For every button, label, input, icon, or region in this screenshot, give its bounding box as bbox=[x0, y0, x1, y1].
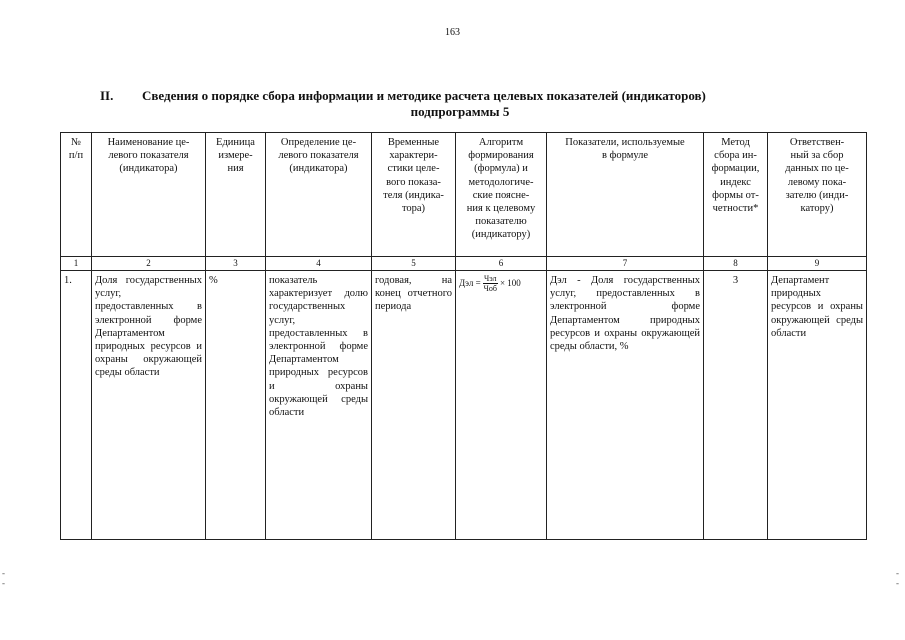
formula-lhs: Дэл = bbox=[459, 277, 481, 288]
header-line: данных по це- bbox=[785, 163, 849, 175]
header-line: характери- bbox=[389, 150, 438, 162]
header-line: ские поясне- bbox=[472, 189, 530, 201]
header-line: четности* bbox=[712, 203, 759, 215]
header-line: методологиче- bbox=[468, 176, 534, 188]
header-line: левого показателя bbox=[278, 150, 359, 162]
column-number-row bbox=[61, 257, 867, 271]
header-line: формации, bbox=[711, 163, 760, 175]
header-cell-params bbox=[547, 133, 704, 257]
header-line: ния bbox=[227, 163, 244, 175]
margin-mark-right: - bbox=[896, 578, 899, 588]
header-line: Алгоритм bbox=[478, 137, 524, 148]
indicator-responsible: Департамент природных ресурсов и охраны окружающей среды области bbox=[768, 271, 867, 540]
column-number: 7 bbox=[547, 257, 704, 271]
formula-rhs: × 100 bbox=[499, 277, 521, 288]
column-number: 9 bbox=[768, 257, 867, 271]
column-number: 8 bbox=[704, 257, 768, 271]
header-line: тора) bbox=[401, 203, 426, 215]
header-cell-name bbox=[92, 133, 206, 257]
indicator-method: 3 bbox=[704, 271, 768, 540]
header-cell-num bbox=[61, 133, 92, 257]
indicator-params: Дэл - Доля государственных услуг, предоставленных в электронной форме Департаментом природных ресурсов и охраны окружающей среды области, % bbox=[547, 271, 704, 540]
margin-mark-left: - bbox=[2, 568, 5, 578]
header-line: формирования bbox=[468, 150, 534, 162]
row-number: 1. bbox=[61, 271, 92, 540]
header-line: Определение це- bbox=[280, 137, 357, 148]
page-number: 163 bbox=[445, 27, 460, 38]
header-line: Метод bbox=[721, 137, 750, 148]
header-line: стики целе- bbox=[387, 163, 440, 175]
formula bbox=[459, 274, 543, 293]
column-number: 6 bbox=[456, 257, 547, 271]
section-number: II. bbox=[100, 88, 114, 103]
header-cell-definition bbox=[266, 133, 372, 257]
header-line: Единица bbox=[216, 137, 255, 148]
header-line: зателю (инди- bbox=[785, 189, 849, 201]
header-line: ния к целевому bbox=[466, 203, 536, 215]
header-line: Наименование це- bbox=[107, 137, 190, 148]
header-line: измере- bbox=[218, 150, 253, 162]
header-line: левому пока- bbox=[787, 176, 847, 188]
column-number: 5 bbox=[372, 257, 456, 271]
header-line: Показатели, используемые bbox=[565, 137, 685, 148]
header-cell-unit bbox=[206, 133, 266, 257]
header-line: (формула) и bbox=[474, 163, 528, 175]
header-line: индекс bbox=[720, 176, 751, 188]
header-line: формы от- bbox=[712, 189, 759, 201]
column-number: 3 bbox=[206, 257, 266, 271]
header-cell-formula bbox=[456, 133, 547, 257]
indicators-table bbox=[60, 132, 867, 540]
header-line: (индикатора) bbox=[119, 163, 178, 175]
header-cell-time bbox=[372, 133, 456, 257]
column-number: 4 bbox=[266, 257, 372, 271]
header-cell-method bbox=[704, 133, 768, 257]
header-line: показателю bbox=[475, 216, 527, 228]
header-line: (индикатора) bbox=[289, 163, 348, 175]
indicator-name: Доля государственных услуг, предоставленных в электронной форме Департаментом природных ресурсов и охраны окружающей среды области bbox=[92, 271, 206, 540]
margin-mark-left: - bbox=[2, 578, 5, 588]
formula-fraction bbox=[483, 274, 498, 293]
header-line: п/п bbox=[68, 150, 84, 162]
indicator-formula bbox=[456, 271, 547, 540]
header-row bbox=[61, 133, 867, 257]
header-line: ный за сбор bbox=[790, 150, 844, 162]
section-title bbox=[100, 88, 820, 120]
header-line: в формуле bbox=[601, 150, 649, 162]
title-line-1: Сведения о порядке сбора информации и методике расчета целевых показателей (индикаторов) bbox=[142, 88, 706, 103]
header-line: Ответствен- bbox=[789, 137, 845, 148]
header-line: вого показа- bbox=[386, 176, 441, 188]
header-cell-responsible bbox=[768, 133, 867, 257]
margin-mark-right: - bbox=[896, 568, 899, 578]
table-row bbox=[61, 271, 867, 540]
formula-numerator: Чэл bbox=[484, 274, 497, 283]
header-line: левого показателя bbox=[108, 150, 189, 162]
indicator-definition: показатель характеризует долю государственных услуг, предоставленных в электронной форме Департаментом природных ресурсов и охраны окружающей среды области bbox=[266, 271, 372, 540]
header-line: катору) bbox=[800, 203, 834, 215]
formula-denominator: Чоб bbox=[483, 284, 497, 293]
header-line: № bbox=[70, 137, 82, 148]
header-line: (индикатору) bbox=[471, 229, 531, 241]
column-number: 1 bbox=[61, 257, 92, 271]
column-number: 2 bbox=[92, 257, 206, 271]
indicator-time: годовая, на конец отчетного периода bbox=[372, 271, 456, 540]
header-line: теля (индика- bbox=[383, 189, 444, 201]
indicator-unit: % bbox=[206, 271, 266, 540]
header-line: сбора ин- bbox=[714, 150, 757, 162]
title-line-2: подпрограммы 5 bbox=[410, 104, 510, 119]
header-line: Временные bbox=[387, 137, 440, 148]
